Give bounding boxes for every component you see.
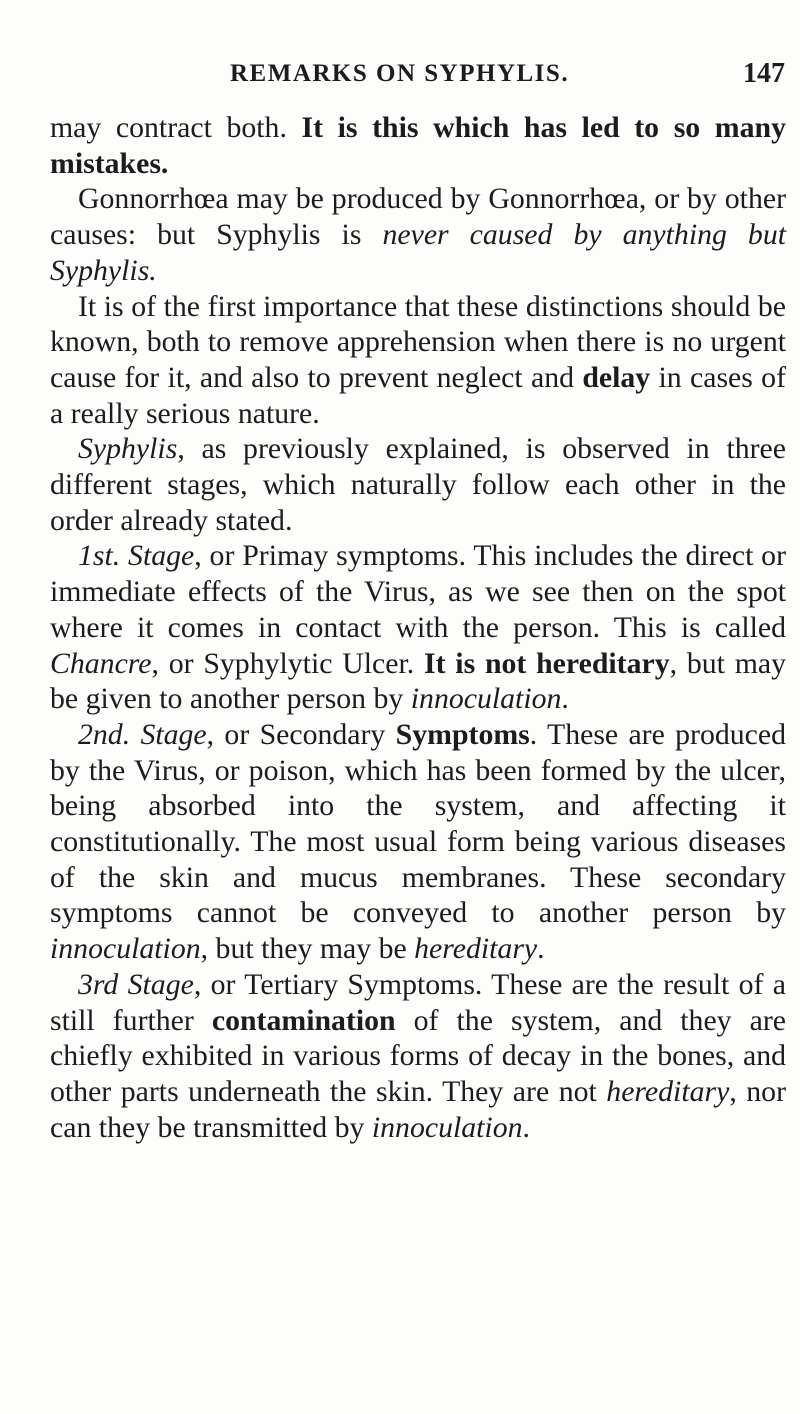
running-title: REMARKS ON SYPHYLIS. (230, 60, 570, 87)
text-run: . These are produced by the Virus, or poison, which has been formed by the ulcer, being absorbed into the system, and affecting it constitutionally. The most usual form being various diseases of the skin and mucus membranes. These secondary symptoms cannot be conveyed to another person by (50, 717, 787, 930)
text-run: It is of the first importance that these distinctions should be known, both to remove apprehension when there is no urgent cause for it, and also to prevent neglect and (50, 289, 786, 394)
text-run: , or Secondary (206, 717, 396, 751)
paragraph (50, 181, 786, 288)
text-run: delay (582, 360, 651, 394)
text-run: . (561, 682, 569, 716)
page-header (0, 60, 800, 100)
text-run: in cases of a really serious nature. (50, 360, 787, 430)
text-run: It is this which has led to so many mistakes. (50, 111, 786, 180)
text-run: 2nd. Stage (78, 717, 207, 751)
text-run: 3rd Stage (78, 967, 194, 1001)
text-run: , or Tertiary Symptoms. These are the result of a still further (50, 967, 786, 1037)
body-text (50, 110, 786, 1145)
text-run: may contract both. (50, 111, 302, 144)
paragraph (50, 538, 786, 717)
text-run: 1st. Stage (78, 539, 195, 573)
text-run: , or Primay symptoms. This includes the direct or immediate effects of the Virus, as we see then on the spot where it comes in contact with the person. This is called (50, 539, 786, 644)
text-run: , but may be given to another person by (50, 646, 787, 716)
text-run: It is not hereditary (424, 646, 670, 680)
paragraph (50, 289, 786, 432)
paragraph (50, 110, 786, 181)
text-run: Chancre (50, 646, 152, 680)
paragraph (50, 717, 786, 967)
text-run: never caused by anything but Syphylis. (50, 218, 787, 287)
text-run: Gonnorrhœa may be produced by Gonnorrhœa, or by other causes: but Syphylis is (50, 182, 786, 252)
text-run: contamination (211, 1003, 396, 1037)
text-run: hereditary (606, 1074, 730, 1108)
paragraph (50, 431, 786, 538)
page-number: 147 (743, 58, 785, 89)
text-run: innoculation (371, 1110, 523, 1144)
text-run: Syphylis (78, 432, 178, 466)
text-run: innoculation (50, 932, 201, 966)
text-run: innoculation (410, 682, 562, 716)
text-run: . (522, 1110, 530, 1144)
text-run: . (537, 932, 545, 966)
text-run: , or Syphylytic Ulcer. (151, 646, 424, 680)
text-run: hereditary (414, 932, 538, 966)
text-run: , nor can they be transmitted by (50, 1074, 786, 1144)
text-run: , but they may be (200, 932, 415, 966)
paragraph (50, 967, 786, 1146)
text-run: Symptoms (395, 717, 530, 751)
text-run: of the system, and they are chiefly exhibited in various forms of decay in the bones, and other parts underneath the skin. They are not (50, 1003, 786, 1108)
text-run: , as previously explained, is observed in three different stages, which naturally follow each other in the order already stated. (50, 432, 786, 537)
